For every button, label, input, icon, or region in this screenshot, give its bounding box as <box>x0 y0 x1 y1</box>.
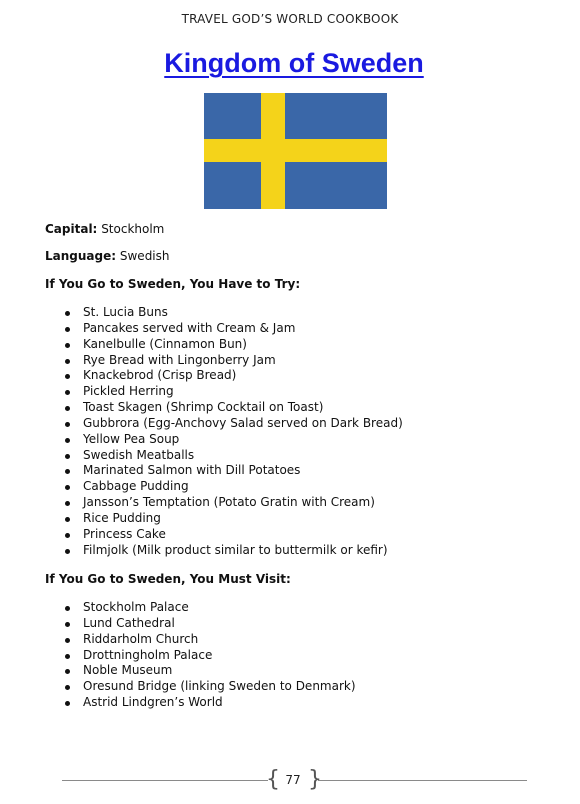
list-item: Riddarholm Church <box>45 632 356 648</box>
language-label: Language: <box>45 249 117 263</box>
try-heading: If You Go to Sweden, You Have to Try: <box>45 277 301 291</box>
list-item: Gubbrora (Egg-Anchovy Salad served on Dark Bread) <box>45 416 403 432</box>
page-number: 77 <box>285 773 301 787</box>
list-item: Knackebrod (Crisp Bread) <box>45 368 403 384</box>
flag-cross-horizontal <box>204 139 387 162</box>
footer-rule-right <box>318 780 527 781</box>
list-item: Pancakes served with Cream & Jam <box>45 321 403 337</box>
language-line <box>45 249 170 263</box>
capital-line <box>45 222 164 236</box>
visit-list <box>45 600 356 711</box>
list-item: Noble Museum <box>45 663 356 679</box>
page-title: Kingdom of Sweden <box>164 48 424 78</box>
list-item: Oresund Bridge (linking Sweden to Denmark) <box>45 679 356 695</box>
list-item: Jansson’s Temptation (Potato Gratin with Cream) <box>45 495 403 511</box>
list-item: Swedish Meatballs <box>45 448 403 464</box>
list-item: Astrid Lindgren’s World <box>45 695 356 711</box>
list-item: Pickled Herring <box>45 384 403 400</box>
footer-bracket-left-icon: { <box>266 767 280 792</box>
list-item: Rice Pudding <box>45 511 403 527</box>
list-item: Toast Skagen (Shrimp Cocktail on Toast) <box>45 400 403 416</box>
list-item: Yellow Pea Soup <box>45 432 403 448</box>
page-footer <box>62 766 527 796</box>
visit-heading: If You Go to Sweden, You Must Visit: <box>45 572 291 586</box>
footer-rule-left <box>62 780 268 781</box>
list-item: Rye Bread with Lingonberry Jam <box>45 353 403 369</box>
list-item: Marinated Salmon with Dill Potatoes <box>45 463 403 479</box>
list-item: St. Lucia Buns <box>45 305 403 321</box>
capital-label: Capital: <box>45 222 98 236</box>
footer-bracket-right-icon: } <box>308 767 322 792</box>
list-item: Drottningholm Palace <box>45 648 356 664</box>
sweden-flag-icon <box>204 93 387 209</box>
list-item: Cabbage Pudding <box>45 479 403 495</box>
list-item: Stockholm Palace <box>45 600 356 616</box>
capital-value: Stockholm <box>101 222 165 236</box>
language-value: Swedish <box>119 249 170 263</box>
list-item: Princess Cake <box>45 527 403 543</box>
list-item: Kanelbulle (Cinnamon Bun) <box>45 337 403 353</box>
list-item: Filmjolk (Milk product similar to buttermilk or kefir) <box>45 543 403 559</box>
running-header: TRAVEL GOD’S WORLD COOKBOOK <box>181 12 399 26</box>
list-item: Lund Cathedral <box>45 616 356 632</box>
try-list <box>45 305 403 559</box>
